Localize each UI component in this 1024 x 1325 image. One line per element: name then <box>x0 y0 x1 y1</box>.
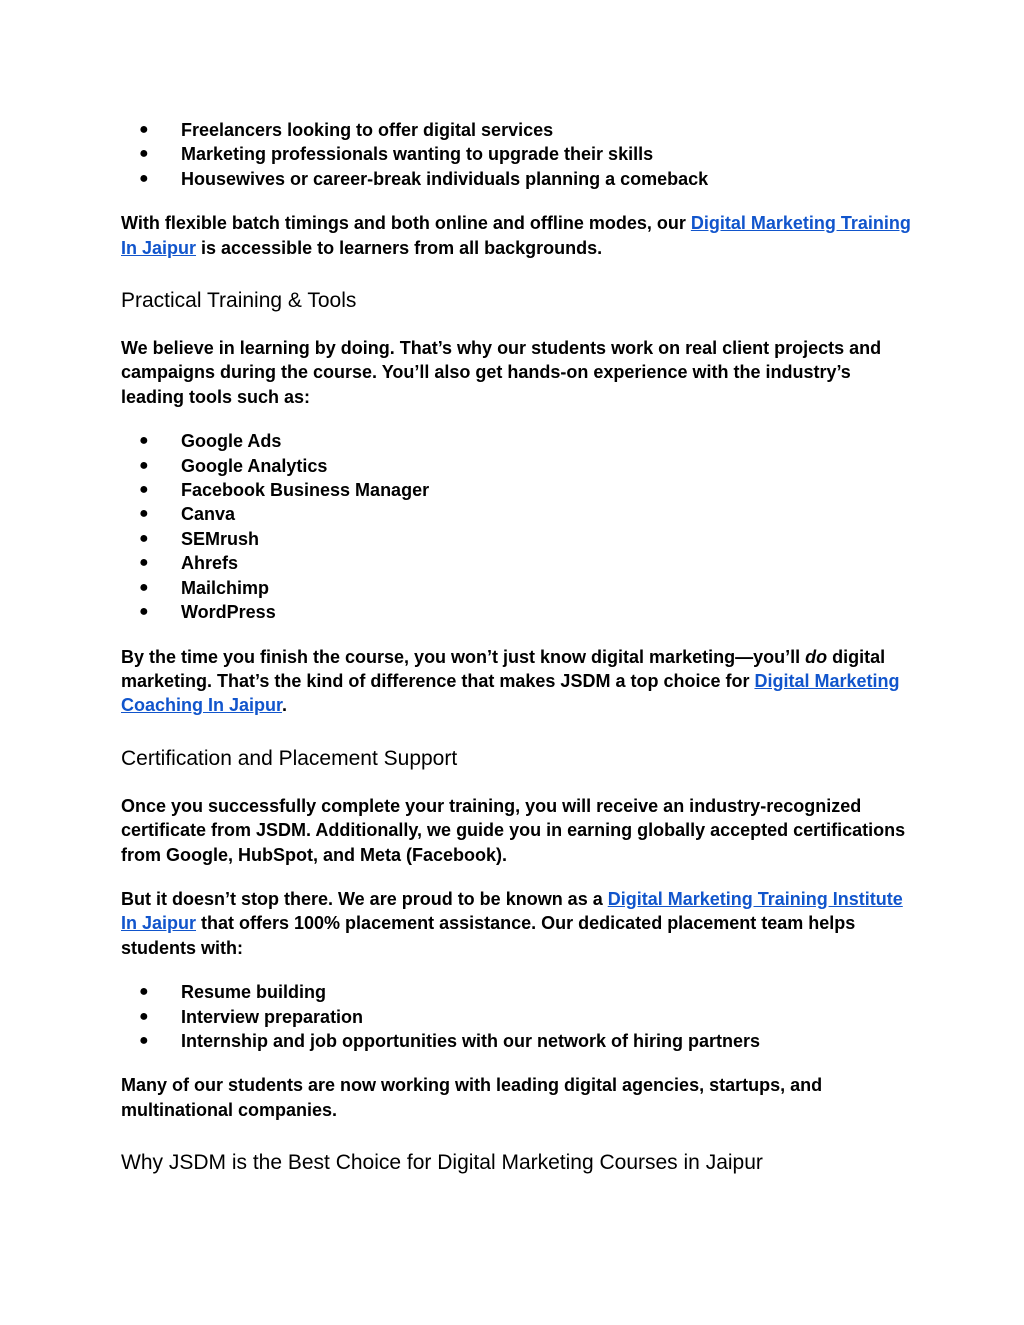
list-item-text: Freelancers looking to offer digital services <box>181 120 554 140</box>
list-item <box>121 551 911 575</box>
bullet-icon: ● <box>139 169 149 187</box>
list-item-text: Facebook Business Manager <box>181 480 430 501</box>
paragraph-finish-course: By the time you finish the course, you won’t just know digital marketing—you’ll do digital marketing. That’s the kind of difference that makes JSDM a top choice for Digital Marketing Coaching In Jaipur. <box>121 646 900 716</box>
list-item-text: Housewives or career-break individuals planning a comeback <box>181 168 709 189</box>
list-item <box>121 980 911 1004</box>
link-digital-marketing-institute[interactable]: Digital Marketing Training Institute In Jaipur <box>121 888 903 934</box>
bullet-icon: ● <box>139 121 149 138</box>
list-item-text: SEMrush <box>181 528 260 549</box>
list-item <box>121 454 911 478</box>
list-item-text: Internship and job opportunities with our network of hiring partners <box>181 1030 760 1051</box>
list-item-text: Resume building <box>181 982 327 1003</box>
paragraph-learning-by-doing: We believe in learning by doing. That’s why our students work on real client projects and campaigns during the course. You’ll also get hands-on experience with the industry’s leading tools such as: <box>121 338 882 407</box>
list-item <box>121 429 911 453</box>
bullet-icon: ● <box>139 145 149 163</box>
bullet-icon: ● <box>139 456 149 474</box>
list-item-text: Interview preparation <box>181 1006 364 1027</box>
list-item-text: Google Ads <box>181 431 282 452</box>
list-item-text: WordPress <box>181 602 276 623</box>
list-item <box>121 576 911 600</box>
bullet-icon: ● <box>139 603 149 621</box>
list-item <box>121 527 911 551</box>
bullet-icon: ● <box>139 554 149 572</box>
list-item <box>121 1005 911 1029</box>
list-item-text: Ahrefs <box>181 553 239 574</box>
bullet-icon: ● <box>139 1031 149 1049</box>
audience-list <box>121 118 911 191</box>
paragraph-students-working: Many of our students are now working with leading digital agencies, startups, and multinational companies. <box>121 1075 823 1120</box>
list-item-text: Canva <box>181 504 236 525</box>
bullet-icon: ● <box>139 983 149 1001</box>
section-heading-why-jsdm: Why JSDM is the Best Choice for Digital Marketing Courses in Jaipur <box>121 1151 763 1175</box>
list-item <box>121 478 911 502</box>
document-page <box>121 118 911 1176</box>
list-item <box>121 118 911 142</box>
list-item <box>121 142 911 166</box>
list-item-text: Marketing professionals wanting to upgrade their skills <box>181 144 654 165</box>
bullet-icon: ● <box>139 1007 149 1025</box>
list-item <box>121 1029 911 1053</box>
list-item <box>121 167 911 191</box>
bullet-icon: ● <box>139 505 149 523</box>
list-item-text: Mailchimp <box>181 577 270 598</box>
bullet-icon: ● <box>139 578 149 596</box>
paragraph-placement: But it doesn’t stop there. We are proud to be known as a Digital Marketing Training Institute In Jaipur that offers 100% placement assistance. Our dedicated placement team helps students with: <box>121 888 903 958</box>
paragraph-batch-timings: With flexible batch timings and both online and offline modes, our Digital Marketing Training In Jaipur is accessible to learners from all backgrounds. <box>121 213 911 258</box>
tools-list <box>121 429 911 624</box>
list-item <box>121 502 911 526</box>
section-heading-practical-training: Practical Training & Tools <box>121 289 357 313</box>
bullet-icon: ● <box>139 481 149 499</box>
bullet-icon: ● <box>139 529 149 547</box>
link-digital-marketing-coaching[interactable]: Digital Marketing Coaching In Jaipur <box>121 670 900 716</box>
list-item-text: Google Analytics <box>181 455 328 476</box>
section-heading-certification: Certification and Placement Support <box>121 746 458 770</box>
link-digital-marketing-training[interactable]: Digital Marketing Training In Jaipur <box>121 213 911 258</box>
bullet-icon: ● <box>139 432 149 450</box>
paragraph-certificate: Once you successfully complete your training, you will receive an industry-recognized certificate from JSDM. Additionally, we guide you in earning globally accepted certifications from Google, HubSpot, and Meta (Facebook). <box>121 795 906 865</box>
list-item <box>121 600 911 624</box>
placement-list <box>121 980 911 1053</box>
